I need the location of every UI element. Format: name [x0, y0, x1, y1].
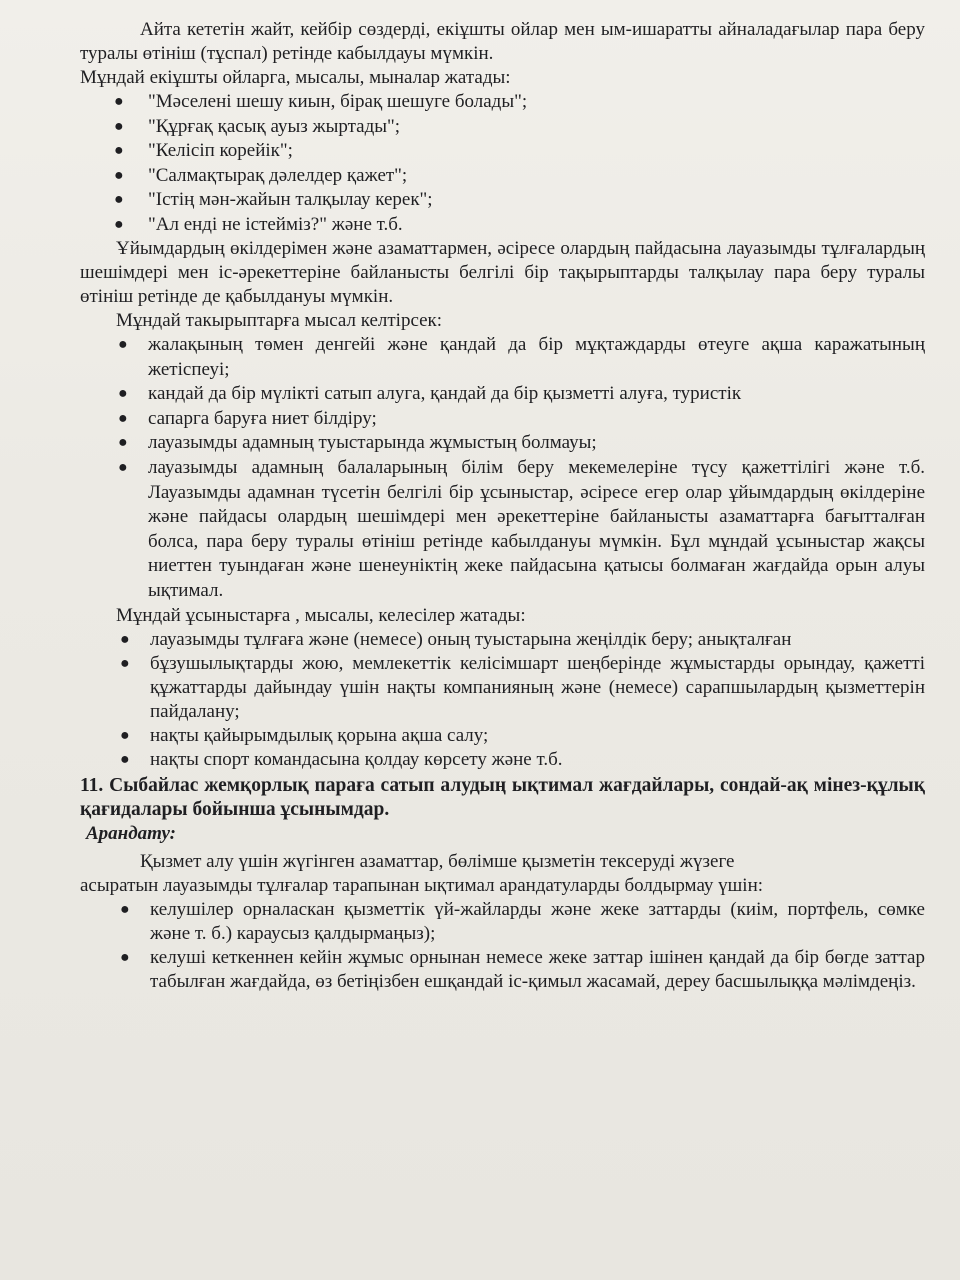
list-item: ● "Мәселені шешу киын, бірақ шешуге болады";: [80, 90, 925, 115]
list-item: ● лауазымды тұлғаға және (немесе) оның туыстарына жеңілдік беру; анықталған: [120, 628, 792, 650]
section-subheading: Арандату:: [86, 822, 176, 844]
intro-paragraph: Айта кететін жайт, кейбір сөздерді, екіұшты ойлар мен ым-ишаратты айналадағылар пара беру туралы өтініш (тұспал) ретінде кабылдауы мүмкін.: [80, 19, 925, 64]
bullet-icon: ●: [114, 117, 124, 135]
list-item: ● нақты спорт командасына қолдау көрсету және т.б.: [120, 748, 563, 770]
bullet-icon: ●: [114, 142, 124, 159]
proposals-lead-in: Мұндай ұсыныстарға , мысалы, келесілер жатады:: [116, 604, 526, 626]
bullet-icon: ●: [120, 948, 130, 966]
bullet-icon: ●: [118, 458, 128, 476]
list-item: ● келушілер орналаскан қызметтік үй-жайларды және жеке заттарды (киім, портфель, сөмке және т. б.) караусыз қалдырмаңыз);: [120, 898, 925, 944]
list-item: ● "Құрғақ қасық ауыз жыртады";: [80, 115, 925, 140]
list-item: ● сапарга баруға ниет білдіру;: [80, 407, 925, 432]
recommendations-list: [80, 898, 925, 994]
bullet-icon: ●: [114, 215, 124, 233]
bullet-icon: ●: [120, 750, 130, 768]
list-item: ● "Келісіп корейік";: [80, 139, 925, 164]
list-item: ● "Ал енді не істейміз?" және т.б.: [80, 213, 925, 238]
list-item: ● "Істің мән-жайын талқылау керек";: [80, 188, 925, 213]
provocation-paragraph-line2: асыратын лауазымды тұлғалар тарапынан ықтимал арандатуларды болдырмау үшін:: [80, 874, 764, 896]
topics-list: [80, 333, 925, 604]
bullet-icon: ●: [120, 630, 130, 648]
bullet-icon: ●: [118, 434, 128, 452]
list-item: ● кандай да бір мүлікті сатып алуга, қандай да бір қызметті алуға, туристік: [80, 382, 925, 407]
list-item: ● "Салмақтырақ дәлелдер қажет";: [80, 164, 925, 189]
provocation-paragraph-line1: Қызмет алу үшін жүгінген азаматтар, бөлімше қызметін тексеруді жүзеге: [140, 850, 735, 872]
ambiguous-phrases-list: [80, 90, 925, 237]
list-item: ● лауазымды адамның туыстарында жұмыстың болмауы;: [80, 431, 925, 456]
bullet-icon: ●: [120, 900, 130, 918]
list-item: ● жалақының төмен денгейі және қандай да бір мұқтаждарды өтеуге ақша каражатының жетіспеуі;: [118, 334, 925, 380]
bullet-icon: ●: [120, 654, 130, 672]
proposals-list: [80, 628, 925, 772]
intro-lead-in: Мұндай екіұшты ойларга, мысалы, мыналар жатады:: [80, 67, 511, 88]
topics-lead-in: Мұндай такырыптарға мысал келтірсек:: [116, 310, 443, 331]
bullet-icon: ●: [118, 409, 128, 427]
topics-paragraph: Ұйымдардың өкілдерімен және азаматтармен, әсіресе олардың пайдасына лауазымды тұлғалардың шешімдері мен іс-әрекеттеріне байланысты белгілі бір тақырыптарды талқылау пара беру туралы өтініш ретінде де қабылдануы мүмкін.: [80, 238, 925, 307]
list-item: ● бұзушылықтарды жою, мемлекеттік келісімшарт шеңберінде жұмыстарды орындау, қажетті құжаттарды дайындау үшін нақты компанияның және (немесе) сарапшылардың қызметтерін пайдалану;: [120, 652, 925, 722]
bullet-icon: ●: [118, 336, 128, 353]
bullet-icon: ●: [118, 385, 128, 403]
list-item: ● нақты қайырымдылық қорына ақша салу;: [120, 724, 489, 746]
bullet-icon: ●: [114, 191, 124, 208]
section-heading: 11. Сыбайлас жемқорлық параға сатып алудың ықтимал жағдайлары, сондай-ақ мінез-құлық қағидалары бойынша ұсынымдар.: [80, 774, 925, 820]
list-item: ● келуші кеткеннен кейін жұмыс орнынан немесе жеке заттар ішінен қандай да бір бөгде заттар табылған жағдайда, өз бетіңізбен ешқандай іс-қимыл жасамай, дереу басшылыққа мәлімдеңіз.: [120, 946, 925, 992]
bullet-icon: ●: [114, 166, 124, 184]
document-body: [80, 18, 925, 994]
bullet-icon: ●: [114, 93, 124, 110]
bullet-icon: ●: [120, 726, 130, 744]
list-item: ● лауазымды адамның балаларының білім беру мекемелеріне түсу қажеттілігі және т.б. Лауазымды адамнан түсетін белгілі бір ұсыныстар, әсіресе егер олар ұйымдардың өкілдеріне және пайдасы олардың шешімдері мен әрекеттеріне байланысты азаматтарға бағытталған болса, пара беру туралы өтініш ретінде кабылдануы мүмкін. Бұл мұндай ұсыныстар жақсы ниеттен туындаған және шенеуніктің жеке пайдасына қатысы болмаған жағдайда орын алуы ықтимал.: [118, 456, 925, 601]
